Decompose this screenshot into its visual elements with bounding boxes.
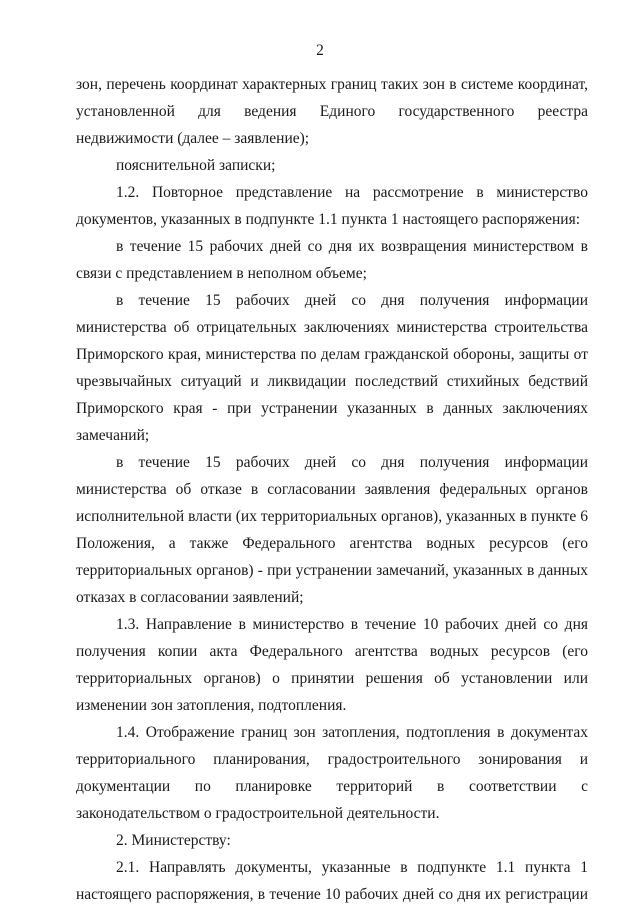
paragraph-explanatory-note: пояснительной записки; xyxy=(116,157,276,174)
paragraph-zones-continuation: зон, перечень координат характерных границ таких зон в системе координат, установленной для ведения Единого государственного реестра недвижимости (далее – заявление); xyxy=(76,76,588,147)
paragraph-1-2-resubmission: 1.2. Повторное представление на рассмотрение в министерство документов, указанных в подпункте 1.1 пункта 1 настоящего распоряжения: xyxy=(76,184,588,228)
paragraph-2-ministry: 2. Министерству: xyxy=(116,832,231,849)
paragraph-approval-refusal: в течение 15 рабочих дней со дня получения информации министерства об отказе в согласовании заявления федеральных органов исполнительной власти (их территориальных органов), указанных в пункте 6 Положения, а также Федерального агентства водных ресурсов (его территориальных органов) - при устранении замечаний, указанных в данных отказах в согласовании заявлений; xyxy=(76,454,588,606)
paragraph-2-1-send-documents: 2.1. Направлять документы, указанные в подпункте 1.1 пункта 1 настоящего распоряжения, в течение 10 рабочих дней со дня их регистрации xyxy=(76,859,588,903)
paragraph-return-incomplete: в течение 15 рабочих дней со дня их возвращения министерством в связи с представлением в неполном объеме; xyxy=(76,238,588,282)
paragraph-negative-conclusions: в течение 15 рабочих дней со дня получения информации министерства об отрицательных заключениях министерства строительства Приморского края, министерства по делам гражданской обороны, защиты от чрезвычайных ситуаций и ликвидации последствий стихийных бедствий Приморского края - при устранении указанных в данных заключениях замечаний; xyxy=(76,292,588,444)
page-number: 2 xyxy=(316,42,324,59)
paragraph-1-4-boundary-display: 1.4. Отображение границ зон затопления, подтопления в документах территориального планирования, градостроительного зонирования и документации по планировке территорий в соответствии с законодательством о градостроительной деятельности. xyxy=(76,724,588,822)
paragraph-1-3-act-copy: 1.3. Направление в министерство в течение 10 рабочих дней со дня получения копии акта Федерального агентства водных ресурсов (его территориальных органов) о принятии решения об установлении или изменении зон затопления, подтопления. xyxy=(76,616,588,714)
document-body xyxy=(76,71,588,908)
